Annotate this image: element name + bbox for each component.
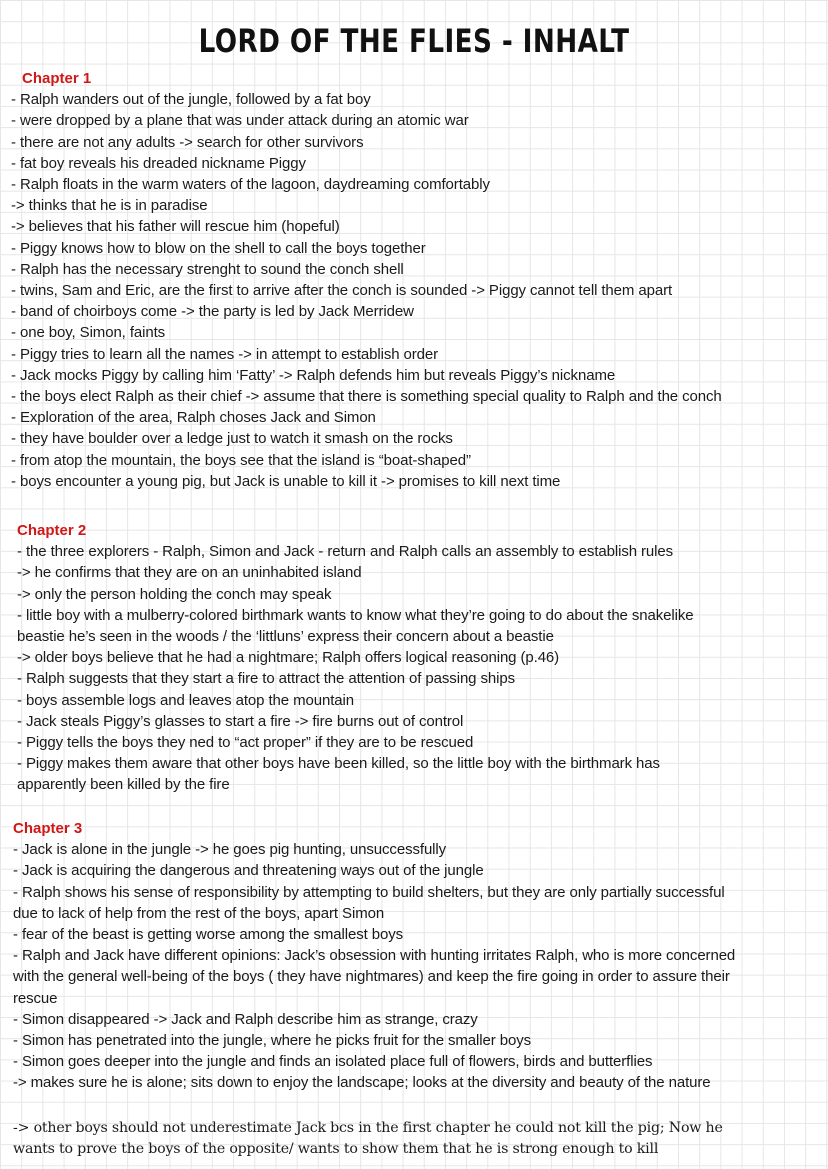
chapter-1-line: -> thinks that he is in paradise: [11, 197, 208, 215]
chapter-2-line: - Piggy makes them aware that other boys have been killed, so the little boy with the birthmark has: [17, 755, 660, 773]
chapter-3-line: with the general well-being of the boys ( they have nightmares) and keep the fire going in order to assure their: [13, 968, 730, 986]
chapter-3-heading: Chapter 3: [13, 820, 83, 837]
chapter-3-line: -> makes sure he is alone; sits down to enjoy the landscape; looks at the diversity and beauty of the nature: [13, 1074, 711, 1092]
chapter-2-line: beastie he’s seen in the woods / the ‘littluns’ express their concern about a beastie: [17, 628, 554, 646]
chapter-2-line: apparently been killed by the fire: [17, 776, 230, 794]
chapter-2-line: -> he confirms that they are on an uninhabited island: [17, 564, 362, 582]
chapter-2-heading: Chapter 2: [17, 522, 87, 539]
chapter-2-line: - Piggy tells the boys they ned to “act proper” if they are to be rescued: [17, 734, 474, 752]
chapter-3-line: - Simon has penetrated into the jungle, where he picks fruit for the smaller boys: [13, 1032, 532, 1050]
chapter-1-line: - band of choirboys come -> the party is led by Jack Merridew: [11, 303, 414, 321]
chapter-1-heading: Chapter 1: [22, 70, 92, 87]
chapter-1-line: - fat boy reveals his dreaded nickname Piggy: [11, 154, 306, 172]
chapter-2-section: [17, 520, 827, 796]
chapter-3-line: - Jack is alone in the jungle -> he goes pig hunting, unsuccessfully: [13, 841, 447, 859]
chapter-3-line: - Ralph shows his sense of responsibility by attempting to build shelters, but they are only partially successful: [13, 883, 725, 901]
chapter-3-section: [13, 818, 823, 1094]
chapter-3-line: - Simon disappeared -> Jack and Ralph describe him as strange, crazy: [13, 1010, 478, 1028]
chapter-3-line: - Simon goes deeper into the jungle and finds an isolated place full of flowers, birds and butterflies: [13, 1053, 653, 1071]
chapter-3-line: rescue: [13, 989, 58, 1007]
chapter-1-line: - Ralph has the necessary strenght to sound the conch shell: [11, 260, 404, 278]
chapter-3-line: due to lack of help from the rest of the boys, apart Simon: [13, 904, 385, 922]
chapter-1-line: - the boys elect Ralph as their chief -> assume that there is something special quality to Ralph and the conch: [11, 388, 722, 406]
chapter-1-line: - boys encounter a young pig, but Jack is unable to kill it -> promises to kill next time: [11, 472, 561, 490]
chapter-1-line: - Piggy tries to learn all the names -> in attempt to establish order: [11, 345, 439, 363]
chapter-1-line: - one boy, Simon, faints: [11, 324, 166, 342]
chapter-1-line: - twins, Sam and Eric, are the first to arrive after the conch is sounded -> Piggy cannot tell them apart: [11, 282, 673, 300]
note-line: wants to prove the boys of the opposite/ wants to show them that he is strong enough to kill: [13, 1141, 659, 1158]
chapter-3-line: - Ralph and Jack have different opinions: Jack’s obsession with hunting irritates Ralph, who is more concerned: [13, 947, 736, 965]
chapter-1-line: - Exploration of the area, Ralph choses Jack and Simon: [11, 409, 376, 427]
chapter-2-line: -> older boys believe that he had a nightmare; Ralph offers logical reasoning (p.46): [17, 649, 560, 667]
chapter-1-line: - Piggy knows how to blow on the shell to call the boys together: [11, 239, 426, 257]
chapter-2-line: - Ralph suggests that they start a fire to attract the attention of passing ships: [17, 670, 516, 688]
chapter-1-line: - from atop the mountain, the boys see that the island is “boat-shaped”: [11, 451, 471, 469]
chapter-1-line: - Ralph wanders out of the jungle, followed by a fat boy: [11, 91, 371, 109]
chapter-1-line: - there are not any adults -> search for other survivors: [11, 133, 364, 151]
note-line: -> other boys should not underestimate Jack bcs in the first chapter he could not kill the pig; Now he: [13, 1120, 723, 1136]
chapter-1-line: - Jack mocks Piggy by calling him ‘Fatty’ -> Ralph defends him but reveals Piggy’s nickname: [11, 366, 616, 384]
chapter-1-line: - they have boulder over a ledge just to watch it smash on the rocks: [11, 430, 453, 448]
chapter-1-section: [11, 68, 821, 492]
chapter-1-line: - were dropped by a plane that was under attack during an atomic war: [11, 112, 469, 130]
chapter-3-line: - fear of the beast is getting worse among the smallest boys: [13, 926, 404, 944]
chapter-1-line: -> believes that his father will rescue him (hopeful): [11, 218, 340, 236]
chapter-2-line: - the three explorers - Ralph, Simon and Jack - return and Ralph calls an assembly to establish rules: [17, 543, 674, 561]
chapter-2-line: - Jack steals Piggy’s glasses to start a fire -> fire burns out of control: [17, 712, 464, 730]
chapter-3-line: - Jack is acquiring the dangerous and threatening ways out of the jungle: [13, 862, 484, 880]
chapter-2-line: - boys assemble logs and leaves atop the mountain: [17, 691, 354, 709]
chapter-1-line: - Ralph floats in the warm waters of the lagoon, daydreaming comfortably: [11, 176, 490, 194]
closing-note: [13, 1118, 823, 1160]
page-title: LORD OF THE FLIES - INHALT: [198, 22, 630, 60]
chapter-2-line: - little boy with a mulberry-colored birthmark wants to know what they’re going to do about the snakelike: [17, 606, 694, 624]
chapter-2-line: -> only the person holding the conch may speak: [17, 585, 332, 603]
